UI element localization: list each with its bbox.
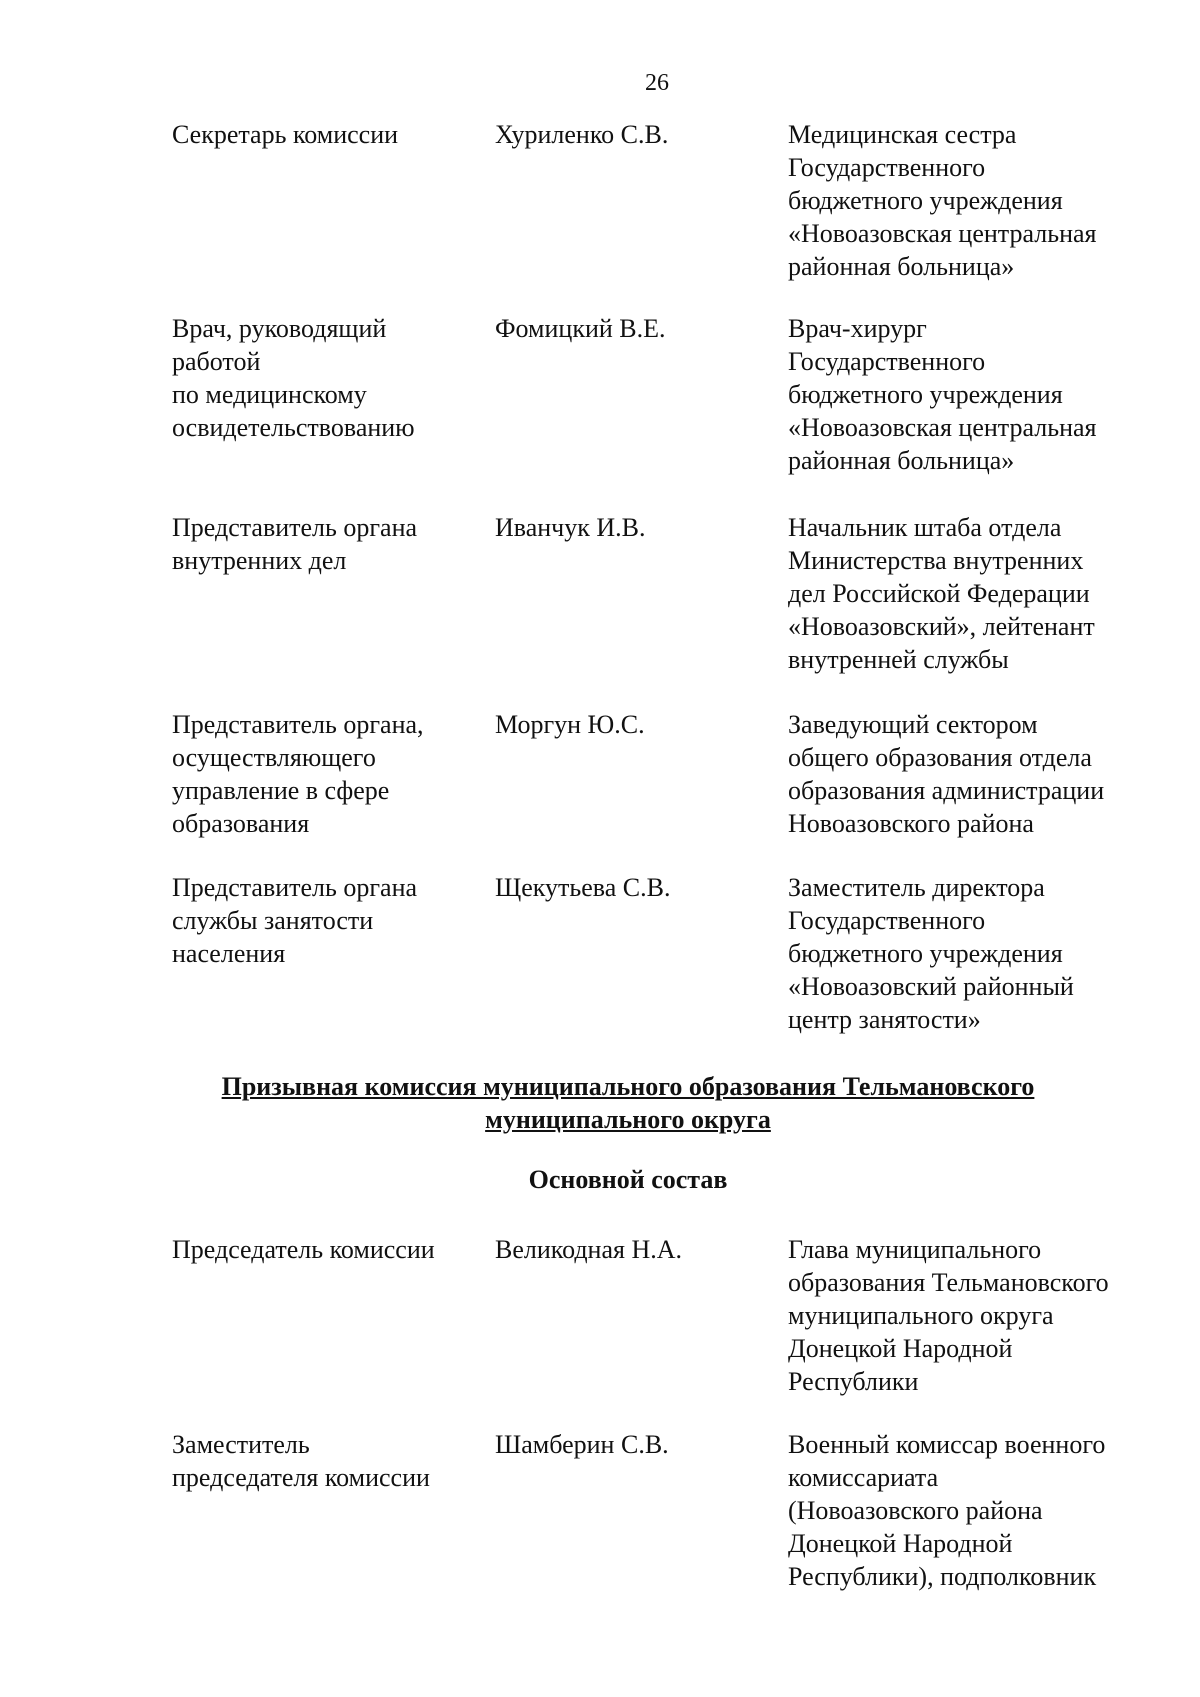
description-line: Заведующий сектором	[788, 710, 1038, 739]
description-line: внутренней службы	[788, 645, 1009, 674]
description-line: дел Российской Федерации	[788, 579, 1090, 608]
role-line: Секретарь комиссии	[172, 120, 399, 149]
role-line: Председатель комиссии	[172, 1235, 435, 1264]
subsection-title: Основной состав	[528, 1165, 728, 1194]
description-line: Министерства внутренних	[788, 546, 1084, 575]
description-line: «Новоазовский районный	[788, 972, 1074, 1001]
description-line: Государственного	[788, 906, 986, 935]
role-line: Представитель органа	[172, 873, 418, 902]
description-line: Республики	[788, 1367, 919, 1396]
description-line: комиссариата	[788, 1463, 939, 1492]
description-line: районная больница»	[788, 252, 1015, 281]
role-line: по медицинскому	[172, 380, 367, 409]
description-line: Республики), подполковник	[788, 1562, 1097, 1591]
description-line: Государственного	[788, 153, 986, 182]
member-description	[788, 312, 1148, 477]
member-role	[172, 118, 472, 151]
description-line: «Новоазовская центральная	[788, 219, 1097, 248]
description-line: Врач-хирург	[788, 314, 927, 343]
description-line: Новоазовского района	[788, 809, 1034, 838]
role-line: работой	[172, 347, 261, 376]
member-description	[788, 1428, 1148, 1593]
description-line: центр занятости»	[788, 1005, 981, 1034]
member-role	[172, 871, 472, 970]
member-description	[788, 871, 1148, 1036]
description-line: (Новоазовского района	[788, 1496, 1043, 1525]
member-role	[172, 1428, 472, 1494]
member-description	[788, 1233, 1148, 1398]
description-line: Государственного	[788, 347, 986, 376]
member-name: Шамберин С.В.	[495, 1430, 669, 1459]
role-line: образования	[172, 809, 310, 838]
section-title-line: Призывная комиссия муниципального образования Тельмановского	[221, 1072, 1035, 1101]
role-line: осуществляющего	[172, 743, 376, 772]
section-title-line: муниципального округа	[485, 1105, 771, 1134]
role-line: службы занятости	[172, 906, 374, 935]
description-line: Заместитель директора	[788, 873, 1045, 902]
role-line: Представитель органа	[172, 513, 418, 542]
description-line: Глава муниципального	[788, 1235, 1042, 1264]
description-line: Начальник штаба отдела	[788, 513, 1062, 542]
description-line: бюджетного учреждения	[788, 186, 1063, 215]
page-number: 26	[645, 70, 669, 96]
description-line: образования администрации	[788, 776, 1105, 805]
description-line: Медицинская сестра	[788, 120, 1017, 149]
description-line: районная больница»	[788, 446, 1015, 475]
member-description	[788, 118, 1148, 283]
member-name: Иванчук И.В.	[495, 513, 646, 542]
description-line: бюджетного учреждения	[788, 380, 1063, 409]
description-line: «Новоазовский», лейтенант	[788, 612, 1095, 641]
role-line: Заместитель	[172, 1430, 310, 1459]
member-role	[172, 708, 472, 840]
role-line: населения	[172, 939, 286, 968]
role-line: Представитель органа,	[172, 710, 424, 739]
member-role	[172, 1233, 472, 1266]
role-line: Врач, руководящий	[172, 314, 387, 343]
member-name: Щекутьева С.В.	[495, 873, 671, 902]
description-line: муниципального округа	[788, 1301, 1054, 1330]
section-title	[0, 1070, 1200, 1136]
member-name: Великодная Н.А.	[495, 1235, 683, 1264]
description-line: Донецкой Народной	[788, 1529, 1013, 1558]
description-line: «Новоазовская центральная	[788, 413, 1097, 442]
role-line: управление в сфере	[172, 776, 390, 805]
description-line: бюджетного учреждения	[788, 939, 1063, 968]
description-line: образования Тельмановского	[788, 1268, 1109, 1297]
role-line: внутренних дел	[172, 546, 347, 575]
member-name: Хуриленко С.В.	[495, 120, 669, 149]
member-role	[172, 312, 472, 444]
member-description	[788, 708, 1148, 840]
description-line: Военный комиссар военного	[788, 1430, 1106, 1459]
member-name: Моргун Ю.С.	[495, 710, 645, 739]
member-description	[788, 511, 1148, 676]
role-line: освидетельствованию	[172, 413, 415, 442]
role-line: председателя комиссии	[172, 1463, 430, 1492]
member-role	[172, 511, 472, 577]
description-line: общего образования отдела	[788, 743, 1092, 772]
description-line: Донецкой Народной	[788, 1334, 1013, 1363]
member-name: Фомицкий В.Е.	[495, 314, 666, 343]
